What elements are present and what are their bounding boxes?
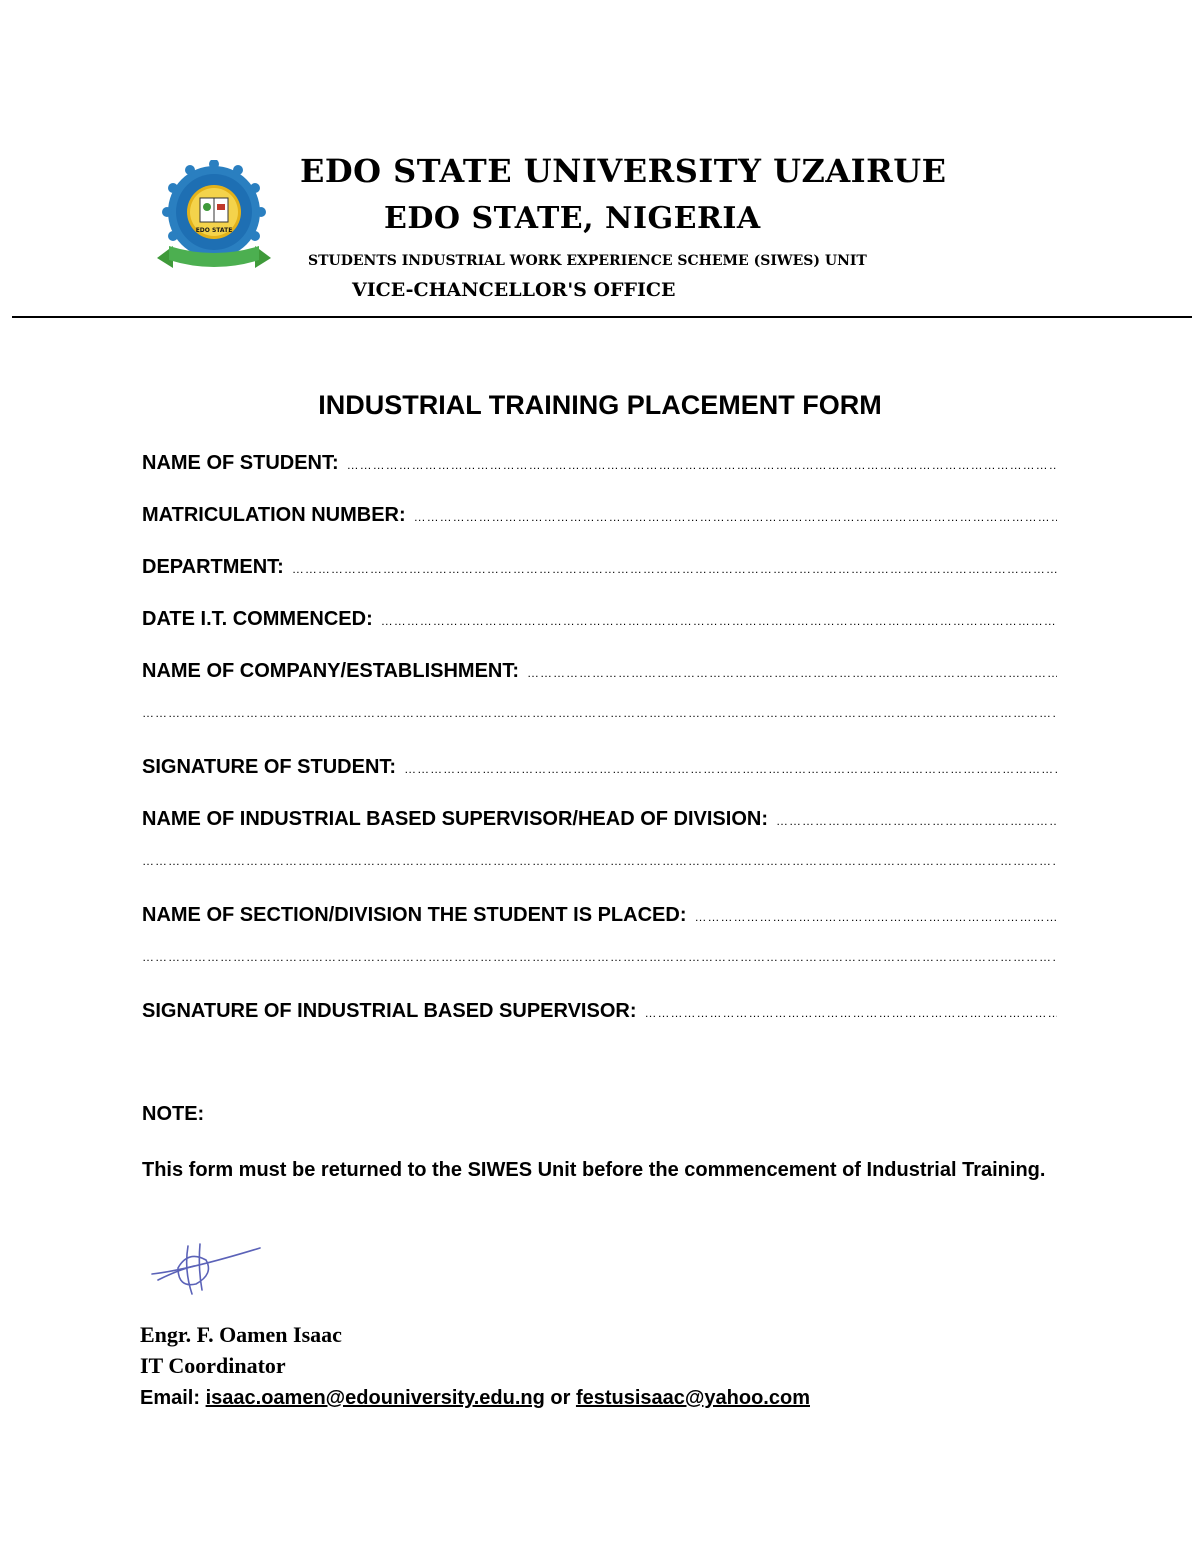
fill-line <box>414 510 1057 524</box>
seal-icon <box>162 160 266 258</box>
field-section-division-continued[interactable] <box>142 950 1057 964</box>
fill-line <box>527 666 1057 680</box>
field-department[interactable] <box>142 556 1057 579</box>
field-label: SIGNATURE OF STUDENT: <box>142 756 397 778</box>
email-link-secondary[interactable]: festusisaac@yahoo.com <box>575 1387 810 1409</box>
field-supervisor-name[interactable] <box>142 808 1057 831</box>
field-date-commenced[interactable] <box>142 608 1057 631</box>
coordinator-name: Engr. F. Oamen Isaac <box>140 1322 342 1347</box>
field-supervisor-name-continued[interactable] <box>142 854 1057 868</box>
field-company-continued[interactable] <box>142 706 1057 720</box>
field-label: DATE I.T. COMMENCED: <box>142 608 373 630</box>
field-label: NAME OF INDUSTRIAL BASED SUPERVISOR/HEAD OF DIVISION: <box>142 808 768 830</box>
field-label: NAME OF COMPANY/ESTABLISHMENT: <box>142 660 520 682</box>
fill-line <box>142 706 1057 720</box>
form-title: INDUSTRIAL TRAINING PLACEMENT FORM <box>318 390 882 420</box>
university-name: EDO STATE UNIVERSITY UZAIRUE <box>300 152 947 190</box>
fill-line <box>694 910 1057 924</box>
state-name: EDO STATE, NIGERIA <box>384 201 761 236</box>
fill-line <box>292 562 1057 576</box>
email-or: or <box>550 1387 571 1409</box>
field-label: NAME OF STUDENT: <box>142 452 339 474</box>
field-label: MATRICULATION NUMBER: <box>142 504 406 526</box>
field-company[interactable] <box>142 660 1057 683</box>
field-matric-number[interactable] <box>142 504 1057 527</box>
fill-line <box>404 762 1057 776</box>
field-label: DEPARTMENT: <box>142 556 284 578</box>
field-label: NAME OF SECTION/DIVISION THE STUDENT IS PLACED: <box>142 904 687 926</box>
svg-text:EDO STATE: EDO STATE <box>195 227 233 234</box>
fill-line <box>645 1006 1058 1020</box>
email-label: Email: <box>140 1387 201 1409</box>
note-body: This form must be returned to the SIWES Unit before the commencement of Industrial Training. <box>142 1159 1046 1181</box>
coordinator-title: IT Coordinator <box>140 1353 286 1378</box>
field-section-division[interactable] <box>142 904 1057 927</box>
fill-line <box>381 614 1057 628</box>
fill-line <box>347 458 1057 472</box>
unit-name: STUDENTS INDUSTRIAL WORK EXPERIENCE SCHEME (SIWES) UNIT <box>308 253 867 269</box>
email-link-primary[interactable]: isaac.oamen@edouniversity.edu.ng <box>205 1387 545 1409</box>
handwritten-signature-icon <box>148 1240 263 1300</box>
header-divider <box>12 316 1192 318</box>
field-student-signature[interactable] <box>142 756 1057 779</box>
field-label: SIGNATURE OF INDUSTRIAL BASED SUPERVISOR: <box>142 1000 637 1022</box>
fill-line <box>776 814 1057 828</box>
field-supervisor-signature[interactable] <box>142 1000 1057 1023</box>
university-logo <box>155 160 273 275</box>
email-line <box>140 1387 810 1410</box>
field-student-name[interactable] <box>142 452 1057 475</box>
note-heading: NOTE: <box>142 1103 205 1125</box>
fill-line <box>142 854 1057 868</box>
office-name: VICE-CHANCELLOR'S OFFICE <box>352 279 676 301</box>
fill-line <box>142 950 1057 964</box>
